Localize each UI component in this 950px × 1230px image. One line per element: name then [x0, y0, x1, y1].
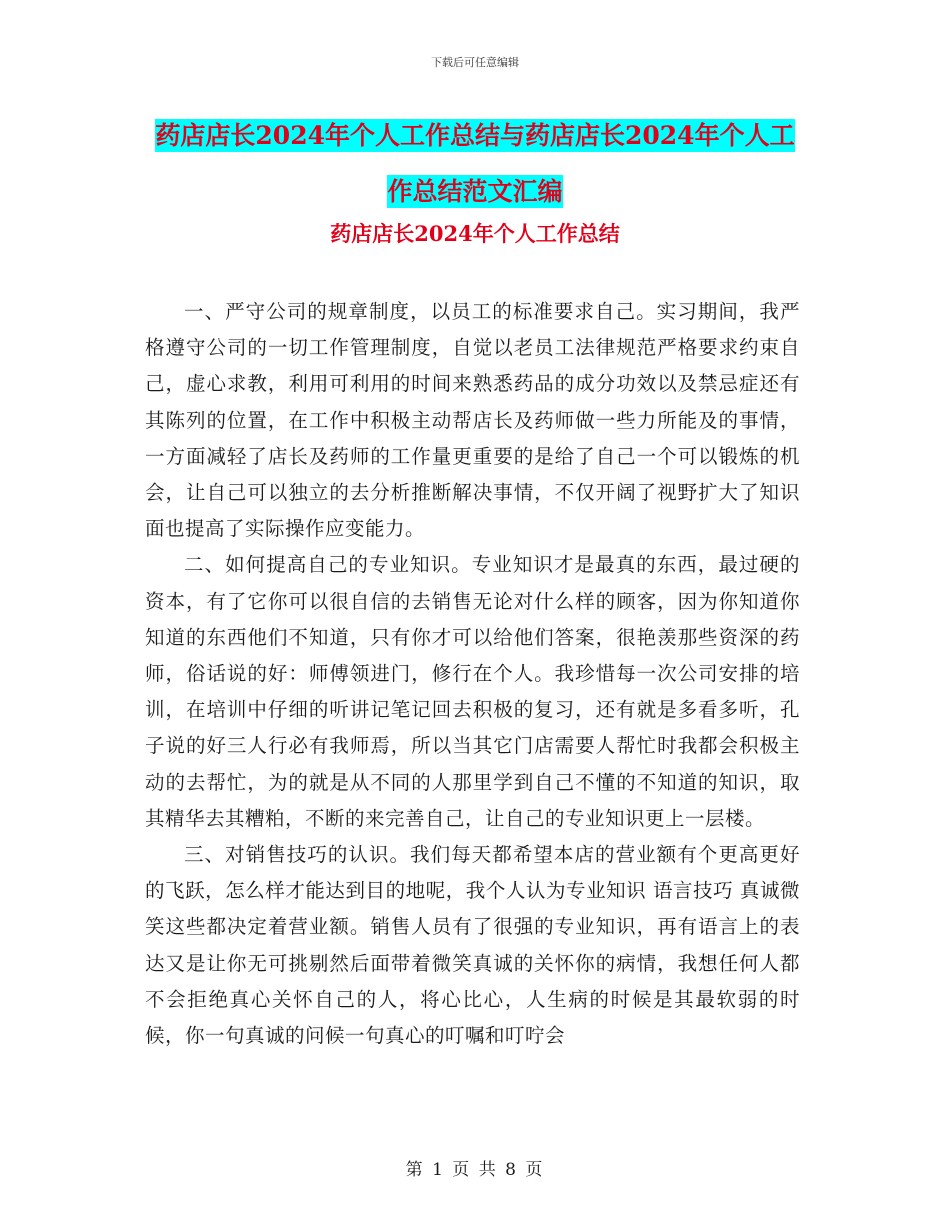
paragraph-2: 二、如何提高自己的专业知识。专业知识才是最真的东西，最过硬的资本，有了它你可以很自信的去销售无论对什么样的顾客，因为你知道你知道的东西他们不知道，只有你才可以给他们答案，很艳羡那些资深的药师，俗话说的好：师傅领进门，修行在个人。我珍惜每一次公司安排的培训，在培训中仔细的听讲记笔记回去积极的复习，还有就是多看多听，孔子说的好三人行必有我师焉，所以当其它门店需要人帮忙时我都会积极主动的去帮忙，为的就是从不同的人那里学到自己不懂的不知道的知识，取其精华去其糟粕，不断的来完善自己，让自己的专业知识更上一层楼。 — [145, 553, 800, 830]
page-header-note: 下载后可任意编辑 — [431, 56, 519, 69]
document-title-text: 药店店长2024年个人工作总结与药店店长2024年个人工作总结范文汇编 — [155, 121, 795, 206]
page-footer: 第 1 页 共 8 页 — [405, 1160, 545, 1180]
document-title — [150, 108, 800, 220]
paragraph-1: 一、严守公司的规章制度，以员工的标准要求自己。实习期间，我严格遵守公司的一切工作管理制度，自觉以老员工法律规范严格要求约束自己，虚心求教，利用可利用的时间来熟悉药品的成分功效以及禁忌症还有其陈列的位置，在工作中积极主动帮店长及药师做一些力所能及的事情，一方面减轻了店长及药师的工作量更重要的是给了自己一个可以锻炼的机会，让自己可以独立的去分析推断解决事情，不仅开阔了视野扩大了知识面也提高了实际操作应变能力。 — [145, 300, 800, 541]
section-title: 药店店长2024年个人工作总结 — [330, 221, 620, 246]
paragraph-3: 三、对销售技巧的认识。我们每天都希望本店的营业额有个更高更好的飞跃，怎么样才能达到目的地呢，我个人认为专业知识 语言技巧 真诚微笑这些都决定着营业额。销售人员有了很强的专业知识，再有语言上的表达又是让你无可挑剔然后面带着微笑真诚的关怀你的病情，我想任何人都不会拒绝真心关怀自己的人，将心比心，人生病的时候是其最软弱的时候，你一句真诚的问候一句真心的叮嘱和叮咛会 — [145, 843, 800, 1048]
document-body — [145, 294, 800, 1054]
